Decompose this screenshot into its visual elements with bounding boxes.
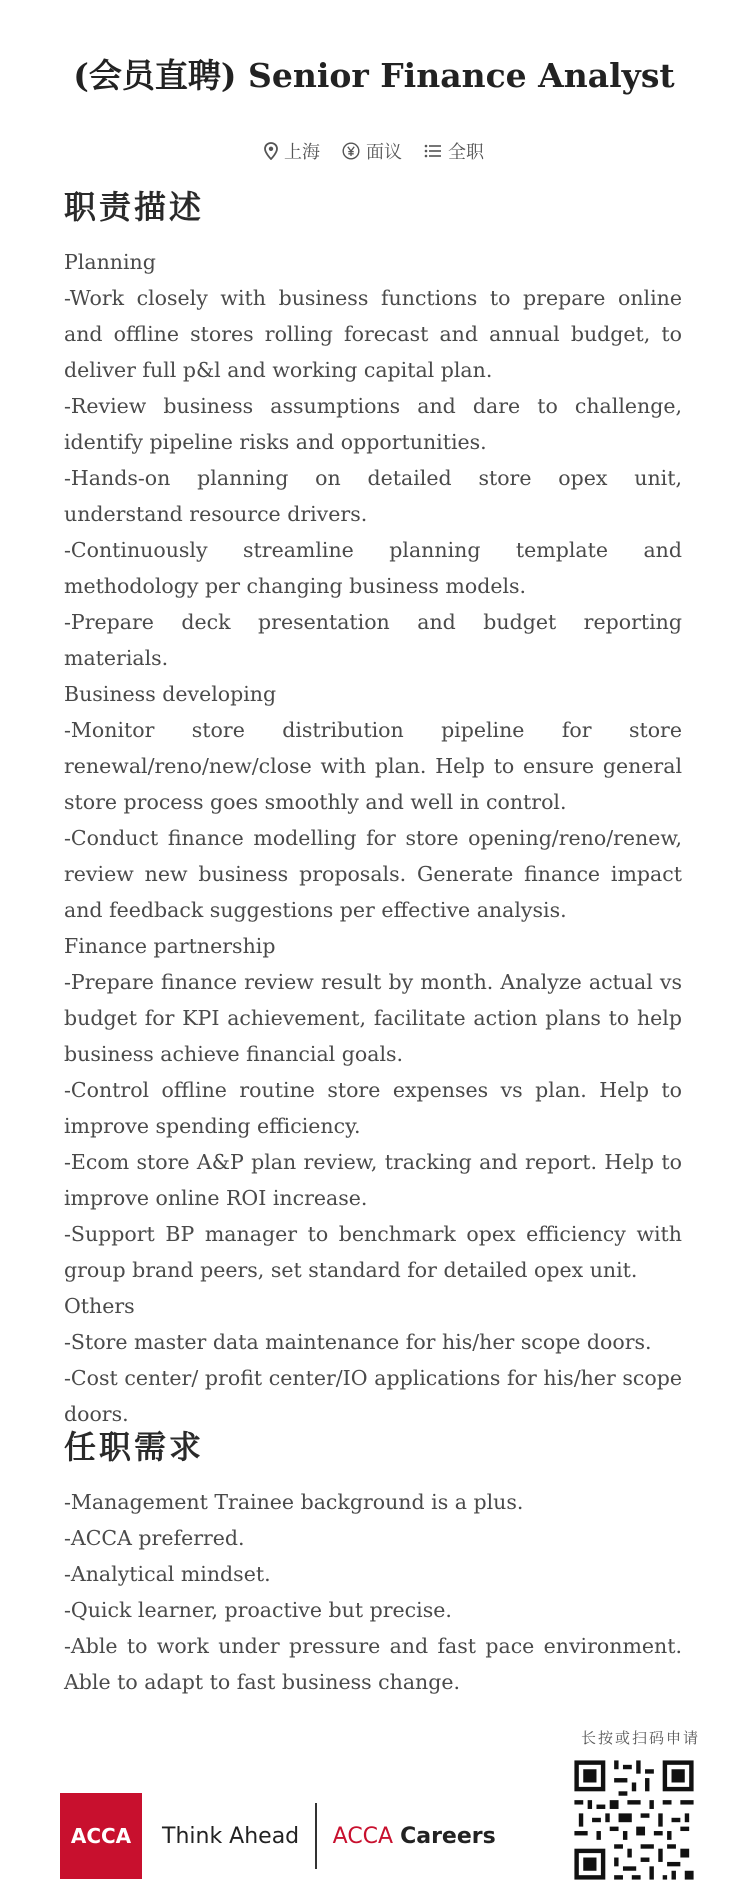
- resp-line: -Cost center/ profit center/IO applications for his/her scope doors.: [64, 1366, 682, 1426]
- type-meta: [424, 138, 484, 164]
- resp-line: Others: [64, 1294, 135, 1318]
- list-icon: [424, 143, 442, 159]
- salary-meta: [342, 138, 402, 164]
- footer-divider: [315, 1803, 317, 1869]
- salary-label: 面议: [366, 142, 402, 163]
- acca-logo: ACCA: [60, 1793, 142, 1879]
- requirements-heading: 任职需求: [64, 1428, 205, 1466]
- req-line: -Quick learner, proactive but precise.: [64, 1598, 452, 1622]
- req-line: -ACCA preferred.: [64, 1526, 245, 1550]
- resp-line: -Review business assumptions and dare to challenge, identify pipeline risks and opportunities.: [64, 394, 682, 454]
- resp-line: Planning: [64, 250, 156, 274]
- resp-line: -Store master data maintenance for his/her scope doors.: [64, 1330, 652, 1354]
- resp-line: -Prepare deck presentation and budget reporting materials.: [64, 610, 682, 670]
- tagline: Think Ahead: [162, 1823, 300, 1849]
- page-title: (会员直聘) Senior Finance Analyst: [73, 56, 675, 95]
- location-label: 上海: [284, 142, 320, 163]
- resp-line: -Conduct finance modelling for store opening/reno/renew, review new business proposals. Generate finance impact and feedback suggestions per effective analysis.: [64, 826, 682, 922]
- resp-line: -Work closely with business functions to prepare online and offline stores rolling forecast and annual budget, to deliver full p&l and working capital plan.: [64, 286, 682, 382]
- resp-line: Business developing: [64, 682, 277, 706]
- careers-text: Careers: [400, 1823, 496, 1849]
- req-line: -Analytical mindset.: [64, 1562, 271, 1586]
- resp-line: -Control offline routine store expenses vs plan. Help to improve spending efficiency.: [64, 1078, 682, 1138]
- resp-line: -Monitor store distribution pipeline for store renewal/reno/new/close with plan. Help to ensure general store process goes smoothly and well in control.: [64, 718, 682, 814]
- resp-line: Finance partnership: [64, 934, 276, 958]
- resp-line: -Continuously streamline planning template and methodology per changing business models.: [64, 538, 682, 598]
- yuan-icon: [342, 142, 360, 160]
- type-label: 全职: [448, 142, 484, 163]
- job-meta: [0, 138, 748, 164]
- req-line: -Able to work under pressure and fast pace environment. Able to adapt to fast business change.: [64, 1634, 682, 1694]
- location-pin-icon: [264, 142, 278, 160]
- resp-line: -Prepare finance review result by month. Analyze actual vs budget for KPI achievement, facilitate action plans to help business achieve financial goals.: [64, 970, 682, 1066]
- resp-line: -Support BP manager to benchmark opex efficiency with group brand peers, set standard for detailed opex unit.: [64, 1222, 682, 1282]
- responsibilities-heading: 职责描述: [64, 188, 205, 226]
- requirements-body: [64, 1484, 682, 1700]
- resp-line: -Ecom store A&P plan review, tracking and report. Help to improve online ROI increase.: [64, 1150, 682, 1210]
- footer-branding: [60, 1793, 496, 1879]
- responsibilities-body: [64, 244, 682, 1432]
- req-line: -Management Trainee background is a plus.: [64, 1490, 524, 1514]
- careers-acca-text: ACCA: [332, 1823, 394, 1849]
- resp-line: -Hands-on planning on detailed store opex unit, understand resource drivers.: [64, 466, 682, 526]
- acca-careers-logo: [333, 1824, 496, 1849]
- location-meta: [264, 138, 320, 164]
- qr-code-icon[interactable]: [570, 1756, 698, 1884]
- qr-caption: 长按或扫码申请: [580, 1729, 700, 1747]
